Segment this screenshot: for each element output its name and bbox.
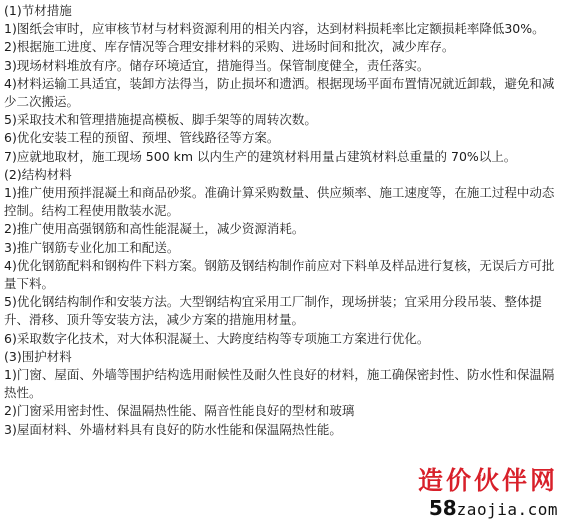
list-item: 2)推广使用高强钢筋和高性能混凝土，减少资源消耗。 [4,221,305,237]
watermark-chinese: 造价伙伴网 [417,466,558,495]
watermark-url-number: 58 [428,496,457,520]
section-heading-envelope-materials: (3)围护材料 [4,348,72,364]
list-item: 1)推广使用预拌混凝土和商品砂浆。准确计算采购数量、供应频率、施工速度等，在施工过程中动态控制。结构工程使用散装水泥。 [4,185,555,219]
list-item: 2)根据施工进度、库存情况等合理安排材料的采购、进场时间和批次，减少库存。 [4,39,455,55]
list-item: 6)采取数字化技术，对大体积混凝土、大跨度结构等专项施工方案进行优化。 [4,330,430,346]
watermark-logo [380,466,558,522]
list-item: 3)现场材料堆放有序。储存环境适宜，措施得当。保管制度健全，责任落实。 [4,57,430,73]
section-heading-structural-materials: (2)结构材料 [4,166,72,182]
list-item: 5)采取技术和管理措施提高模板、脚手架等的周转次数。 [4,112,317,128]
list-item: 7)应就地取材，施工现场 500 km 以内生产的建筑材料用量占建筑材料总重量的 70%以上。 [4,148,517,164]
list-item: 1)门窗、屋面、外墙等围护结构选用耐候性及耐久性良好的材料，施工确保密封性、防水性和保温隔热性。 [4,367,555,401]
section-heading-material-saving: (1)节材措施 [4,3,72,18]
document-body [4,2,559,439]
list-item: 5)优化钢结构制作和安装方法。大型钢结构宜采用工厂制作，现场拼装；宜采用分段吊装、整体提升、滑移、顶升等安装方法，减少方案的措施用材量。 [4,294,542,328]
list-item: 3)推广钢筋专业化加工和配送。 [4,239,180,255]
list-item: 1)图纸会审时，应审核节材与材料资源利用的相关内容，达到材料损耗率比定额损耗率降低30%。 [4,21,545,37]
watermark-url [429,496,558,522]
list-item: 3)屋面材料、外墙材料具有良好的防水性能和保温隔热性能。 [4,421,342,437]
watermark-url-domain: zaojia.com [456,500,558,519]
list-item: 4)优化钢筋配料和钢构件下料方案。钢筋及钢结构制作前应对下料单及样品进行复核，无误后方可批量下料。 [4,257,555,292]
list-item: 2)门窗采用密封性、保温隔热性能、隔音性能良好的型材和玻璃 [4,403,355,419]
list-item: 6)优化安装工程的预留、预埋、管线路径等方案。 [4,130,280,146]
list-item: 4)材料运输工具适宜，装卸方法得当，防止损坏和遗洒。根据现场平面布置情况就近卸载，避免和减少二次搬运。 [4,75,555,110]
